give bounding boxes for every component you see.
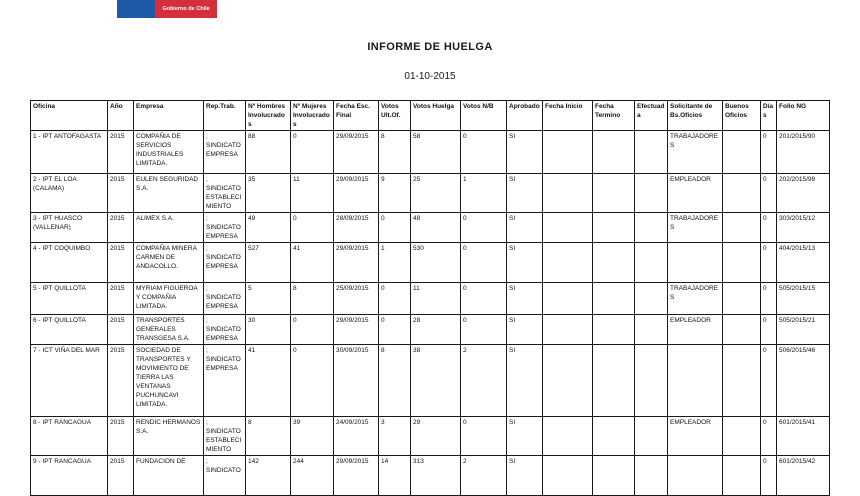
table-cell: 8 - IPT RANCAGUA [31, 417, 108, 456]
table-cell: 29/09/2015 [334, 243, 379, 283]
table-cell: 2015 [108, 283, 134, 315]
table-cell: 29 [411, 417, 461, 456]
column-header: Solicitante de Bs.Oficios [668, 101, 723, 131]
table-row [31, 243, 830, 283]
report-title: INFORME DE HUELGA [367, 41, 493, 53]
table-cell: 8 [291, 283, 334, 315]
table-cell: SI [507, 315, 543, 345]
table-cell: 2015 [108, 456, 134, 496]
column-header: Días [761, 101, 777, 131]
table-cell: SI [507, 213, 543, 243]
table-cell: 0 [761, 174, 777, 213]
table-cell: ; SINDICATO EMPRESA [204, 213, 246, 243]
table-cell: 5 - IPT QUILLOTA [31, 283, 108, 315]
table-cell [635, 174, 668, 213]
table-cell: 0 [291, 213, 334, 243]
gobierno-de-chile-logo [117, 0, 217, 18]
table-cell: 11 [411, 283, 461, 315]
table-cell: 0 [761, 456, 777, 496]
table-cell: SI [507, 456, 543, 496]
table-cell [723, 345, 761, 417]
table-cell [723, 315, 761, 345]
column-header: Votos N/B [461, 101, 507, 131]
table-cell: 38 [411, 345, 461, 417]
table-cell: 0 [761, 213, 777, 243]
table-cell [635, 243, 668, 283]
table-cell [593, 283, 635, 315]
table-cell: 2015 [108, 345, 134, 417]
column-header: Folio NG [777, 101, 830, 131]
table-cell [543, 315, 593, 345]
table-cell: 1 [379, 243, 411, 283]
table-cell: 28/09/2015 [334, 213, 379, 243]
table-cell: ; SINDICATO ESTABLECIMIENTO [204, 417, 246, 456]
table-cell: ALIMEX S.A. [134, 213, 204, 243]
table-cell: 48 [411, 213, 461, 243]
table-cell [543, 243, 593, 283]
table-cell [543, 283, 593, 315]
table-cell: 3 [379, 417, 411, 456]
column-header: Fecha Termino [593, 101, 635, 131]
table-cell: 29/09/2015 [334, 174, 379, 213]
table-cell: 0 [379, 283, 411, 315]
table-cell: 6 - IPT QUILLOTA [31, 315, 108, 345]
table-cell: FUNDACION DE [134, 456, 204, 496]
table-cell: 505/2015/21 [777, 315, 830, 345]
table-cell: 2015 [108, 131, 134, 174]
table-cell: 2 [461, 456, 507, 496]
table-cell [543, 456, 593, 496]
table-cell: 29/09/2015 [334, 456, 379, 496]
table-cell: 2015 [108, 315, 134, 345]
column-header: Fecha Esc. Final [334, 101, 379, 131]
table-cell [635, 417, 668, 456]
table-cell: 41 [291, 243, 334, 283]
table-row [31, 345, 830, 417]
table-header-row [31, 101, 830, 131]
table-cell: 1 [461, 174, 507, 213]
table-cell [635, 315, 668, 345]
table-cell: 39 [291, 417, 334, 456]
table-cell [668, 345, 723, 417]
column-header: Buenos Oficios [723, 101, 761, 131]
table-cell [593, 345, 635, 417]
column-header: Efectuada [635, 101, 668, 131]
table-cell: 2015 [108, 213, 134, 243]
table-cell: 30/09/2015 [334, 345, 379, 417]
table-row [31, 417, 830, 456]
report-date: 01-10-2015 [404, 71, 456, 82]
table-cell: 0 [461, 243, 507, 283]
table-cell [543, 131, 593, 174]
table-cell [593, 243, 635, 283]
table-cell [723, 243, 761, 283]
table-cell [723, 174, 761, 213]
table-cell: 303/2015/12 [777, 213, 830, 243]
column-header: Empresa [134, 101, 204, 131]
table-cell: EMPLEADOR [668, 417, 723, 456]
table-row [31, 174, 830, 213]
table-cell [543, 345, 593, 417]
table-cell: 29/09/2015 [334, 131, 379, 174]
header-row [31, 101, 830, 131]
table-cell: SI [507, 417, 543, 456]
table-cell: 4 - IPT COQUIMBO [31, 243, 108, 283]
table-cell [593, 417, 635, 456]
table-cell [593, 131, 635, 174]
table-cell: 7 - ICT VIÑA DEL MAR [31, 345, 108, 417]
table-cell: 8 [379, 131, 411, 174]
table-cell [723, 456, 761, 496]
table-cell: SI [507, 283, 543, 315]
table-cell: 25/09/2015 [334, 283, 379, 315]
table-cell: 201/2015/90 [777, 131, 830, 174]
table-cell: 8 [379, 345, 411, 417]
table-cell: 9 [379, 174, 411, 213]
table-cell: COMPAÑIA MINERA CARMEN DE ANDACOLLO. [134, 243, 204, 283]
table-cell: 14 [379, 456, 411, 496]
table-cell: 30 [246, 315, 291, 345]
table-cell [593, 174, 635, 213]
table-cell: 25 [411, 174, 461, 213]
chile-flag-blue-block [117, 0, 155, 18]
table-cell: 0 [461, 315, 507, 345]
table-cell: SI [507, 243, 543, 283]
table-cell: 3 - IPT HUASCO (VALLENAR) [31, 213, 108, 243]
table-cell [668, 456, 723, 496]
table-cell [635, 213, 668, 243]
table-cell [635, 456, 668, 496]
table-cell: 0 [761, 417, 777, 456]
table-cell [723, 131, 761, 174]
table-cell [723, 283, 761, 315]
table-cell: 41 [246, 345, 291, 417]
table-cell: SI [507, 174, 543, 213]
table-cell: 313 [411, 456, 461, 496]
table-cell: ; SINDICATO EMPRESA [204, 243, 246, 283]
table-cell: 601/2015/42 [777, 456, 830, 496]
table-cell [635, 283, 668, 315]
table-row [31, 315, 830, 345]
table-cell: ; SINDICATO EMPRESA [204, 345, 246, 417]
table-cell: ; SINDICATO EMPRESA [204, 131, 246, 174]
table-cell: 0 [291, 131, 334, 174]
table-cell: 601/2015/41 [777, 417, 830, 456]
table-cell: EMPLEADOR [668, 315, 723, 345]
table-cell: SI [507, 131, 543, 174]
table-cell: 244 [291, 456, 334, 496]
table-cell: 0 [291, 345, 334, 417]
table-row [31, 283, 830, 315]
logo-text: Gobierno de Chile [155, 0, 217, 18]
table-cell: SI [507, 345, 543, 417]
table-cell: 88 [246, 131, 291, 174]
table-cell: RENDIC HERMANOS S.A. [134, 417, 204, 456]
column-header: Votos Huelga [411, 101, 461, 131]
table-cell: 0 [461, 417, 507, 456]
table-cell: 530 [411, 243, 461, 283]
table-cell [543, 174, 593, 213]
table-cell: 0 [761, 345, 777, 417]
table-cell: TRABAJADORES [668, 131, 723, 174]
table-cell [593, 456, 635, 496]
table-cell: 29/09/2015 [334, 315, 379, 345]
table-cell: 5 [246, 283, 291, 315]
table-row [31, 456, 830, 496]
column-header: Fecha Inicio [543, 101, 593, 131]
table-cell [668, 243, 723, 283]
strike-report-table [30, 100, 830, 496]
table-cell: SOCIEDAD DE TRANSPORTES Y MOVIMIENTO DE TIERRA LAS VENTANAS PUCHUNCAVI LIMITADA. [134, 345, 204, 417]
table-cell: 2 - IPT EL LOA (CALAMA) [31, 174, 108, 213]
table-cell: MYRIAM FIGUEROA Y COMPAÑIA LIMITADA. [134, 283, 204, 315]
table-cell: 506/2015/46 [777, 345, 830, 417]
table-cell: 24/09/2015 [334, 417, 379, 456]
table-row [31, 213, 830, 243]
table-cell: 505/2015/15 [777, 283, 830, 315]
table-cell: 1 - IPT ANTOFAGASTA [31, 131, 108, 174]
table-cell: ; SINDICATO ESTABLECIMIENTO [204, 174, 246, 213]
table-cell [543, 417, 593, 456]
table-cell: COMPAÑIA DE SERVICIOS INDUSTRIALES LIMITADA. [134, 131, 204, 174]
table-cell: 0 [461, 131, 507, 174]
table-cell: ; SINDICATO [204, 456, 246, 496]
column-header: Votos Ult.Of. [379, 101, 411, 131]
table-cell [543, 213, 593, 243]
table-cell: 9 - IPT RANCAGUA [31, 456, 108, 496]
table-cell: 0 [761, 131, 777, 174]
table-cell: 0 [291, 315, 334, 345]
column-header: Año [108, 101, 134, 131]
table-cell [723, 417, 761, 456]
table-cell: 2015 [108, 174, 134, 213]
column-header: Aprobado [507, 101, 543, 131]
table-cell: 0 [761, 283, 777, 315]
table-cell: TRANSPORTES GENERALES TRANSGESA S.A. [134, 315, 204, 345]
table-cell: 28 [411, 315, 461, 345]
table-cell [723, 213, 761, 243]
table-cell: 202/2015/98 [777, 174, 830, 213]
table-cell: EULEN SEGURIDAD S.A. [134, 174, 204, 213]
table-cell: 0 [379, 213, 411, 243]
table-cell: 49 [246, 213, 291, 243]
table-cell [635, 131, 668, 174]
table-cell: 0 [761, 243, 777, 283]
table-cell: 0 [461, 283, 507, 315]
table-row [31, 131, 830, 174]
table-cell: 527 [246, 243, 291, 283]
table-cell: 11 [291, 174, 334, 213]
column-header: Rep.Trab. [204, 101, 246, 131]
table-cell: ; SINDICATO EMPRESA [204, 283, 246, 315]
table-cell: 2015 [108, 417, 134, 456]
table-cell [593, 213, 635, 243]
table-cell: 8 [246, 417, 291, 456]
table-cell: 2015 [108, 243, 134, 283]
column-header: Oficina [31, 101, 108, 131]
table-cell: EMPLEADOR [668, 174, 723, 213]
table-cell: 0 [761, 315, 777, 345]
table-cell: 0 [461, 213, 507, 243]
table-cell: 142 [246, 456, 291, 496]
table-cell: TRABAJADORES [668, 283, 723, 315]
table-cell: 0 [379, 315, 411, 345]
table-cell: 58 [411, 131, 461, 174]
table-cell [635, 345, 668, 417]
table-cell [593, 315, 635, 345]
table-cell: ; SINDICATO EMPRESA [204, 315, 246, 345]
table-cell: 2 [461, 345, 507, 417]
table-cell: TRABAJADORES [668, 213, 723, 243]
column-header: Nº Mujeres Involucrados [291, 101, 334, 131]
table-cell: 35 [246, 174, 291, 213]
table-cell: 404/2015/13 [777, 243, 830, 283]
column-header: Nº Hombres Involucrados [246, 101, 291, 131]
table-body [31, 131, 830, 496]
